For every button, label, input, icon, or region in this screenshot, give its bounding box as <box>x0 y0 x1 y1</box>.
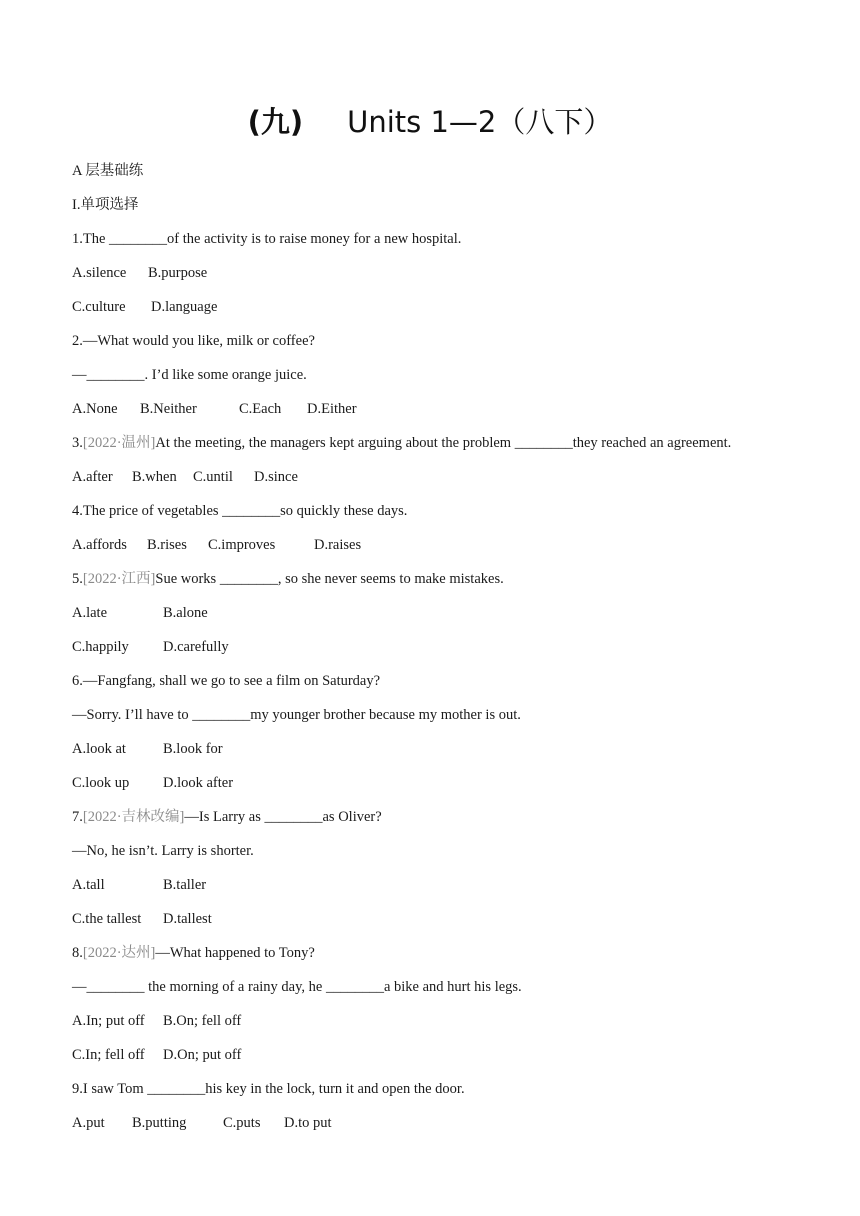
question-5-options-row-2 <box>72 638 229 656</box>
question-6-options-row-1 <box>72 740 223 758</box>
option: D.On; put off <box>163 1047 242 1063</box>
question-4-options <box>72 536 361 554</box>
question-1-stem: 1.The ________of the activity is to raise money for a new hospital. <box>72 231 462 247</box>
option: C.puts <box>223 1115 261 1131</box>
question-8-stem-2: —________ the morning of a rainy day, he ________a bike and hurt his legs. <box>72 979 522 995</box>
option: D.look after <box>163 775 234 791</box>
question-5-options-row-1 <box>72 604 208 622</box>
option: D.raises <box>314 537 362 553</box>
question-text: Sue works ________, so she never seems to make mistakes. <box>155 571 504 587</box>
option: B.On; fell off <box>163 1013 242 1029</box>
question-number: 7. <box>72 809 83 825</box>
question-6-stem: 6.—Fangfang, shall we go to see a film on Saturday? <box>72 673 381 689</box>
option: A.put <box>72 1115 105 1131</box>
question-number: 3. <box>72 435 83 451</box>
question-6-options-row-2 <box>72 774 233 792</box>
option: A.None <box>72 401 118 417</box>
question-9-options <box>72 1114 332 1132</box>
question-5-stem <box>72 570 504 588</box>
option: C.happily <box>72 639 129 655</box>
option: B.alone <box>163 605 208 621</box>
title-text: Units 1—2（八下） <box>347 105 613 139</box>
option: B.when <box>132 469 177 485</box>
source-tag: [2022·江西] <box>82 571 156 587</box>
option: B.taller <box>163 877 207 893</box>
option: B.putting <box>132 1115 187 1131</box>
question-number: 5. <box>72 571 83 587</box>
question-text: At the meeting, the managers kept arguing about the problem ________they reached an agreement. <box>155 435 732 451</box>
section-heading: I.单项选择 <box>72 197 139 213</box>
option: C.In; fell off <box>72 1047 145 1063</box>
option: C.the tallest <box>72 911 142 927</box>
option: B.purpose <box>148 265 208 281</box>
question-7-stem <box>72 808 382 826</box>
level-heading: A 层基础练 <box>72 163 144 179</box>
question-7-options-row-1 <box>72 876 206 894</box>
source-tag: [2022·吉林改编] <box>82 809 185 825</box>
question-text: —Is Larry as ________as Oliver? <box>184 809 382 825</box>
page-title <box>0 100 860 141</box>
question-1-options-row-2 <box>72 298 217 316</box>
option: A.late <box>72 605 108 621</box>
question-3-options <box>72 468 298 486</box>
option: D.carefully <box>163 639 229 655</box>
question-2-options <box>72 400 357 418</box>
option: C.look up <box>72 775 130 791</box>
option: A.In; put off <box>72 1013 145 1029</box>
question-1-options-row-1 <box>72 264 207 282</box>
option: D.tallest <box>163 911 212 927</box>
option: D.language <box>151 299 218 315</box>
question-8-stem <box>72 944 315 962</box>
question-text: —What happened to Tony? <box>155 945 315 961</box>
question-6-stem-2: —Sorry. I’ll have to ________my younger brother because my mother is out. <box>72 707 521 723</box>
question-7-stem-2: —No, he isn’t. Larry is shorter. <box>72 843 254 859</box>
option: A.tall <box>72 877 105 893</box>
question-4-stem: 4.The price of vegetables ________so quickly these days. <box>72 503 408 519</box>
question-number: 8. <box>72 945 83 961</box>
question-8-options-row-2 <box>72 1046 241 1064</box>
question-7-options-row-2 <box>72 910 212 928</box>
question-3-stem <box>72 434 731 452</box>
title-number: (九) <box>247 105 304 139</box>
option: D.since <box>254 469 298 485</box>
option: A.affords <box>72 537 127 553</box>
option: C.improves <box>208 537 276 553</box>
question-9-stem: 9.I saw Tom ________his key in the lock, turn it and open the door. <box>72 1081 465 1097</box>
question-2-stem: 2.—What would you like, milk or coffee? <box>72 333 315 349</box>
source-tag: [2022·达州] <box>82 945 156 961</box>
option: A.silence <box>72 265 127 281</box>
source-tag: [2022·温州] <box>82 435 156 451</box>
option: A.look at <box>72 741 126 757</box>
option: D.Either <box>307 401 357 417</box>
option: B.rises <box>147 537 187 553</box>
option: C.Each <box>239 401 282 417</box>
option: B.Neither <box>140 401 197 417</box>
question-2-stem-2: —________. I’d like some orange juice. <box>72 367 307 383</box>
option: B.look for <box>163 741 223 757</box>
option: D.to put <box>284 1115 332 1131</box>
question-8-options-row-1 <box>72 1012 241 1030</box>
option: C.culture <box>72 299 126 315</box>
option: A.after <box>72 469 113 485</box>
option: C.until <box>193 469 233 485</box>
